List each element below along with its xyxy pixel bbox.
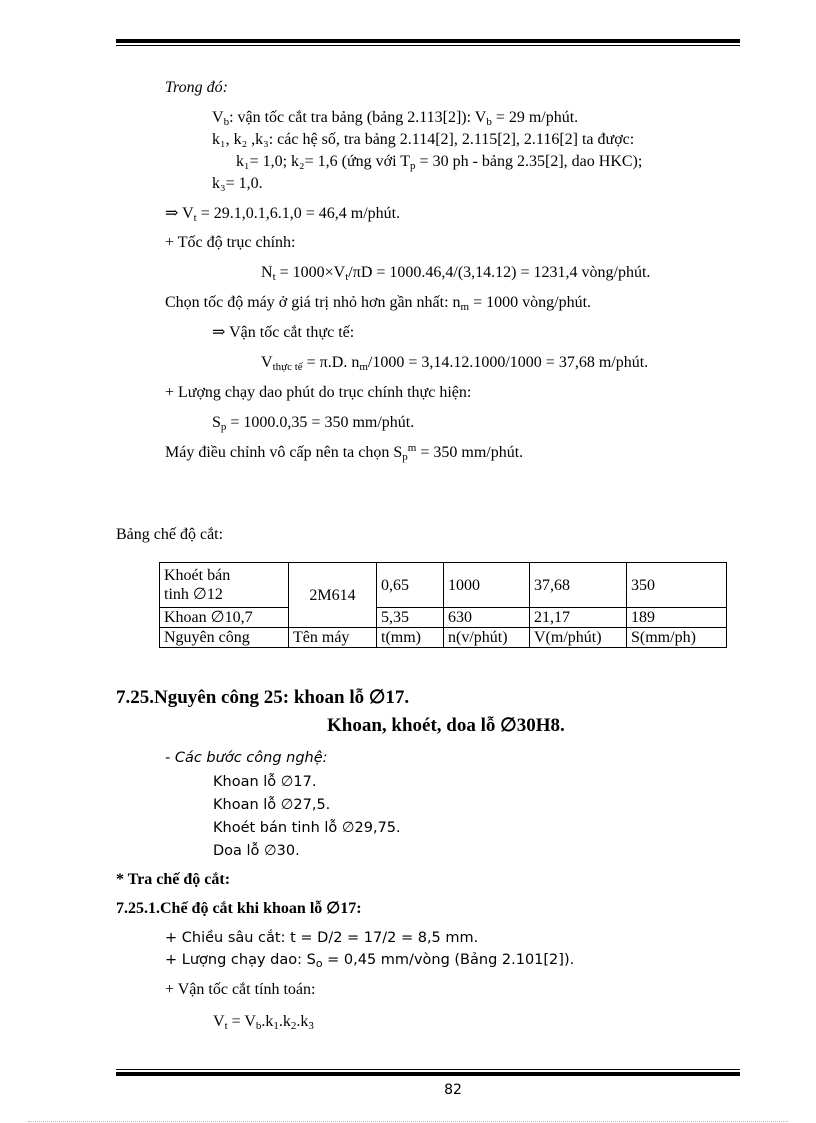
table-cell-s: 189 <box>627 608 727 628</box>
table-cell-s: 350 <box>627 563 727 608</box>
table-cell-t: 5,35 <box>377 608 444 628</box>
process-step-2: Khoan lỗ ∅27,5. <box>213 797 331 813</box>
k-coefficients-line: k₁, k₂ ,k₃: các hệ số, tra bảng 2.114[2], 2.115[2], 2.116[2] ta được: <box>212 131 635 148</box>
table-header-s: S(mm/ph) <box>627 628 727 648</box>
k3-line: k₃= 1,0. <box>212 175 263 192</box>
machine-adjust-line: Máy điều chỉnh vô cấp nên ta chọn $S_p^m = 350$ mm/phút. <box>165 442 524 463</box>
page-number: 82 <box>444 1082 462 1098</box>
table-cell-n: 1000 <box>444 563 530 608</box>
process-step-1: Khoan lỗ ∅17. <box>213 774 317 790</box>
trong-do-label: Trong đó: <box>165 79 228 96</box>
actual-speed-formula-line: $V_{thực tế} = \pi.D$. $n_m/1000 = 3,14.12.1000/1000 = 37,68$ m/phút. <box>261 354 649 373</box>
table-row <box>160 608 727 628</box>
vt-result-line: ⇒ $V_t = 29.1,0.1,6.1,0 = 46,4$ m/phút. <box>165 205 401 224</box>
footer-rule-thick <box>116 1072 740 1076</box>
machine-speed-choice-line: Chọn tốc độ máy ở giá trị nhỏ hơn gần nhất: $n_m = 1000$ vòng/phút. <box>165 294 592 313</box>
nt-formula-line: $N_t = 1000\times V_t/\pi D = 1000.46,4/(3,14.12) = 1231,4$ vòng/phút. <box>261 264 651 283</box>
actual-speed-heading: ⇒ Vận tốc cắt thực tế: <box>212 324 355 341</box>
table-cell-step: Khoét bán tinh ∅12 <box>160 563 289 608</box>
header-rule-thick <box>116 39 740 43</box>
table-header-step: Nguyên công <box>160 628 289 648</box>
calc-speed-heading: + Vận tốc cắt tính toán: <box>165 981 316 998</box>
table-cell-machine: 2M614 <box>289 563 377 628</box>
table-cell-t: 0,65 <box>377 563 444 608</box>
process-steps-label: - Các bước công nghệ: <box>165 750 328 766</box>
vt-general-formula: $V_t = V_b.k_1.k_2.k_3$ <box>213 1013 314 1032</box>
process-step-4: Doa lỗ ∅30. <box>213 843 300 859</box>
sp-formula-line: $S_p = 1000.0,35 = 350$ mm/phút. <box>212 414 415 433</box>
spindle-speed-heading: + Tốc độ trục chính: <box>165 234 296 251</box>
feed-rate-line: + Lượng chạy dao: $S_o = 0,45$ mm/vòng (Bảng 2.101[2]). <box>165 952 575 970</box>
process-step-3: Khoét bán tinh lỗ ∅29,75. <box>213 820 401 836</box>
table-header-machine: Tên máy <box>289 628 377 648</box>
section-heading-7-25-1: 7.25.1.Chế độ cắt khi khoan lỗ ∅17: <box>116 900 362 917</box>
depth-of-cut-line: + Chiều sâu cắt: t = D/2 = 17/2 = 8,5 mm. <box>165 930 479 946</box>
table-header-n: n(v/phút) <box>444 628 530 648</box>
table-cell-n: 630 <box>444 608 530 628</box>
table-header-v: V(m/phút) <box>530 628 627 648</box>
header-rule-thin <box>116 45 740 46</box>
table-cell-step: Khoan ∅10,7 <box>160 608 289 628</box>
footer-rule-thin <box>116 1069 740 1070</box>
k-values-line: k₁= 1,0; k₂= 1,6 (ứng với $T_p = 30$ ph - bảng 2.35[2], dao HKC); <box>236 153 643 172</box>
feed-heading: + Lượng chạy dao phút do trục chính thực hiện: <box>165 384 472 401</box>
table-title: Bảng chế độ cắt: <box>116 526 224 543</box>
table-header-row <box>160 628 727 648</box>
table-header-t: t(mm) <box>377 628 444 648</box>
section-heading-7-25-sub: Khoan, khoét, doa lỗ ∅30H8. <box>327 715 565 736</box>
cutting-mode-table <box>159 562 727 648</box>
cutting-mode-lookup-heading: * Tra chế độ cắt: <box>116 871 231 888</box>
table-cell-v: 37,68 <box>530 563 627 608</box>
section-heading-7-25: 7.25.Nguyên công 25: khoan lỗ ∅17. <box>116 687 410 708</box>
table-row <box>160 563 727 608</box>
vb-line: $V_b$: vận tốc cắt tra bảng (bảng 2.113[2]): $V_b = 29$ m/phút. <box>212 109 579 128</box>
page-bottom-dotted-rule <box>28 1121 788 1122</box>
table-cell-v: 21,17 <box>530 608 627 628</box>
